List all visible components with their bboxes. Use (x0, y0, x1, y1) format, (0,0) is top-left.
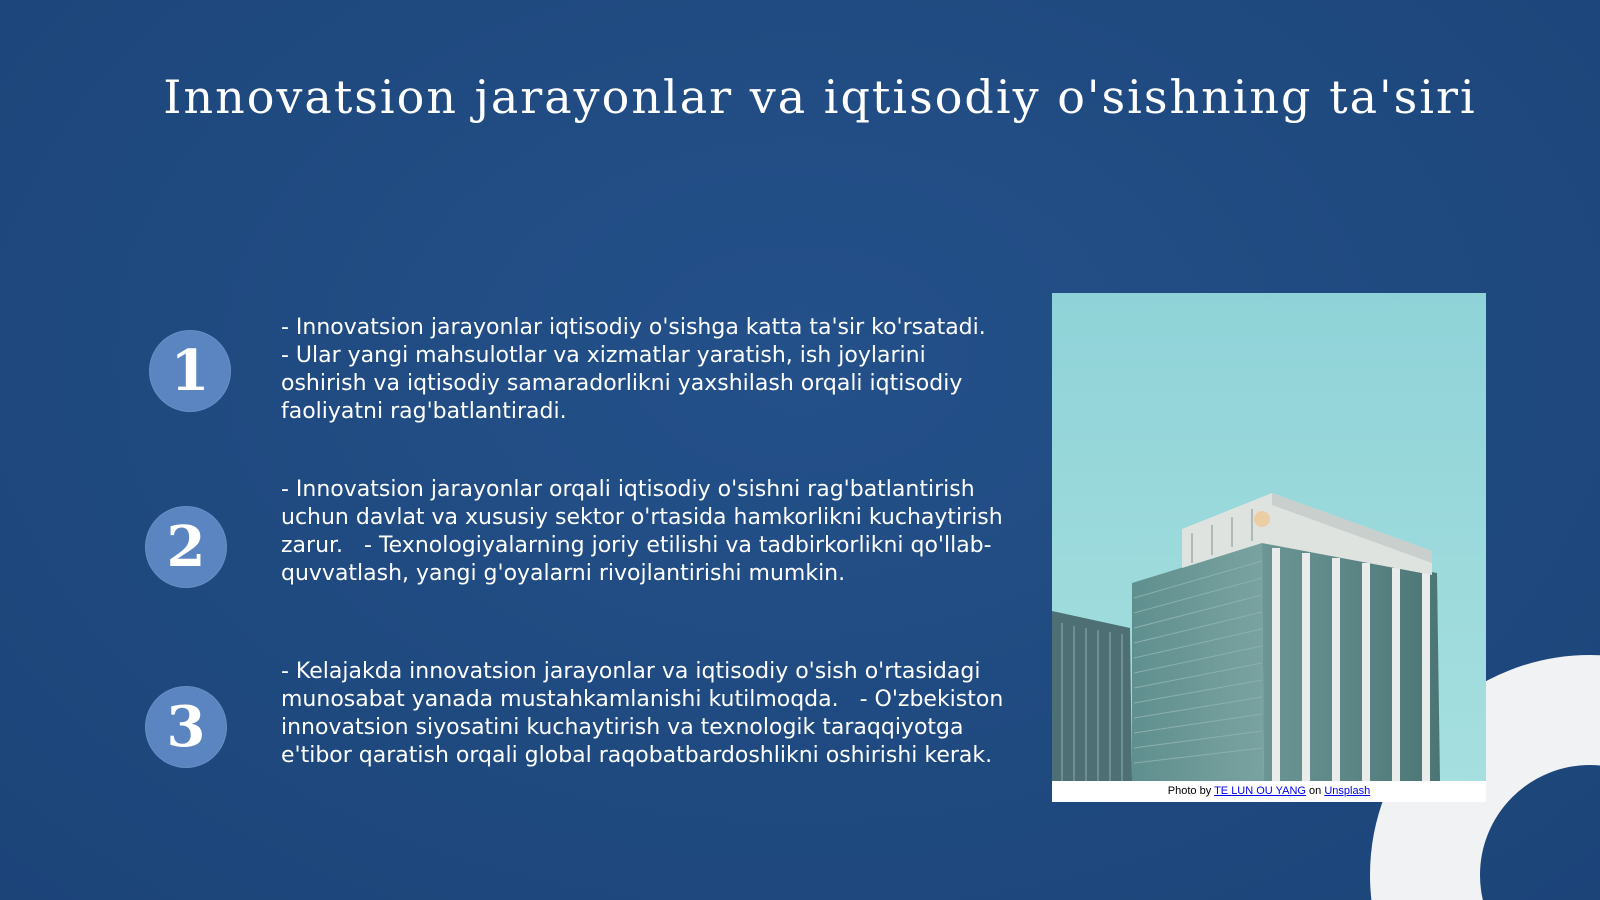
photo-card (1052, 293, 1486, 802)
photo-credit (1052, 781, 1486, 802)
credit-prefix: Photo by (1167, 785, 1215, 797)
unsplash-link[interactable]: Unsplash (1324, 785, 1371, 797)
number-badge-1: 1 (149, 330, 231, 412)
author-link[interactable]: TE LUN OU YANG (1214, 785, 1306, 797)
building-photo (1052, 293, 1486, 781)
slide-title: Innovatsion jarayonlar va iqtisodiy o'sishning ta'siri (163, 70, 1477, 124)
number-badge-3: 3 (145, 686, 227, 768)
item-text-1: - Innovatsion jarayonlar iqtisodiy o'sishga katta ta'sir ko'rsatadi. - Ular yangi mahsulotlar va xizmatlar yaratish, ish joylarini oshirish va iqtisodiy samaradorlikni yaxshilash orqali iqtisodiy faoliyatni rag'batlantiradi. (281, 315, 1007, 424)
number-badge-2: 2 (145, 506, 227, 588)
item-text-2: - Innovatsion jarayonlar orqali iqtisodiy o'sishni rag'batlantirish uchun davlat va xususiy sektor o'rtasida hamkorlikni kuchaytirish zarur. - Texnologiyalarning joriy etilishi va tadbirkorlikni qo'llab-quvvatlash, yangi g'oyalarni rivojlantirishi mumkin. (281, 477, 1010, 586)
item-text-3: - Kelajakda innovatsion jarayonlar va iqtisodiy o'sish o'rtasidagi munosabat yanada mustahkamlanishi kutilmoqda. - O'zbekiston innovatsion siyosatini kuchaytirish va texnologik taraqqiyotga e'tibor qaratish orqali global raqobatbardoshlikni oshirishi kerak. (281, 659, 1011, 768)
credit-middle: on (1305, 785, 1325, 797)
